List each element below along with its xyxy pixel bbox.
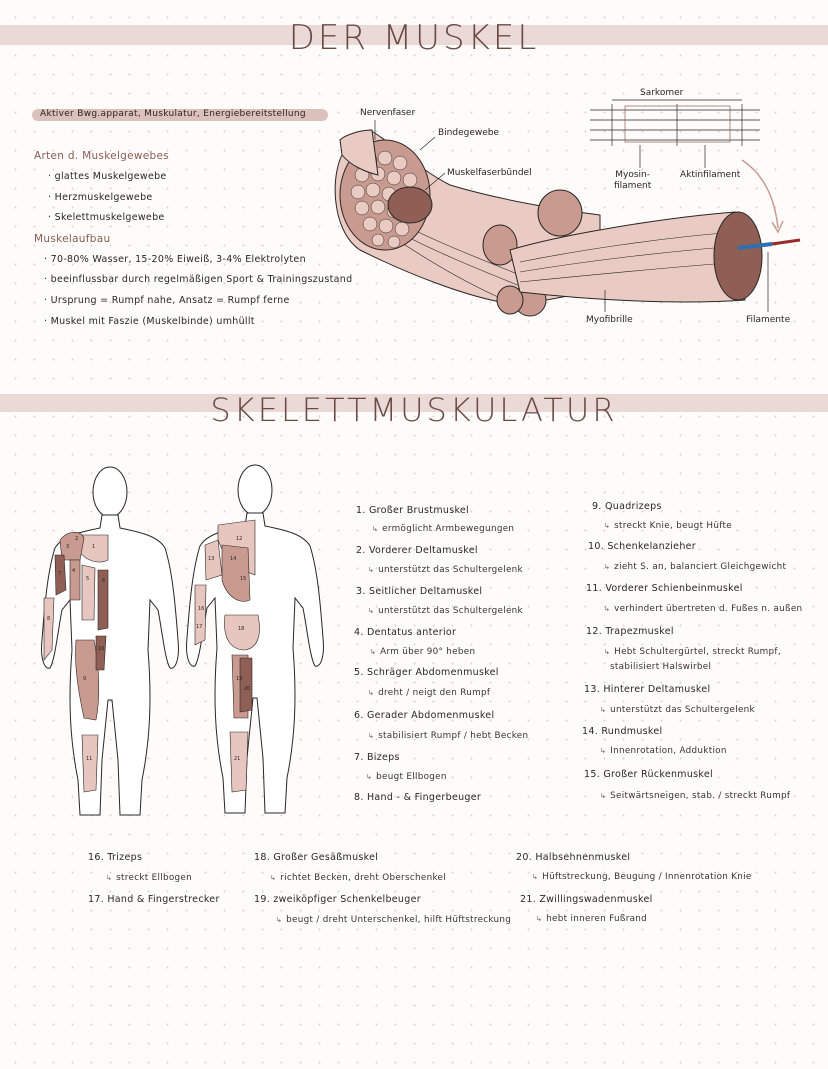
arrow-icon: ↳ <box>276 916 283 924</box>
aufbau-item-text: Muskel mit Faszie (Muskelbinde) umhüllt <box>50 316 255 327</box>
muscle-desc <box>600 790 790 803</box>
muscle-desc <box>600 704 755 717</box>
arrow-icon: ↳ <box>366 773 373 781</box>
label-myosin: Myosin- filament <box>614 170 652 191</box>
muscle-desc-text: beugt Ellbogen <box>376 772 447 782</box>
svg-text:12: 12 <box>236 536 243 542</box>
muscle-desc <box>536 913 647 926</box>
muscle-desc <box>270 872 446 885</box>
muscle-desc-text: Hebt Schultergürtel, streckt Rumpf, <box>614 647 781 657</box>
section-title: SKELETTMUSKULATUR <box>210 391 618 429</box>
muscle-desc-text: unterstützt das Schultergelenk <box>610 705 755 715</box>
muscle-desc-text: verhindert übertreten d. Fußes n. außen <box>614 604 803 614</box>
muscle-desc <box>366 771 447 784</box>
muscle-desc-continued: stabilisiert Halswirbel <box>610 662 712 672</box>
svg-text:17: 17 <box>196 624 203 630</box>
svg-text:6: 6 <box>102 578 106 584</box>
muscle-desc-text: streckt Knie, beugt Hüfte <box>614 521 732 531</box>
subtitle-highlight: Aktiver Bwg.apparat, Muskulatur, Energiebereitstellung <box>40 109 306 119</box>
arrow-icon: ↳ <box>604 648 611 656</box>
label-bindegewebe: Bindegewebe <box>438 128 500 138</box>
svg-text:3: 3 <box>66 544 70 550</box>
muscle-desc <box>604 561 786 574</box>
arrow-icon: ↳ <box>368 689 375 697</box>
svg-text:14: 14 <box>230 556 237 562</box>
page-title: DER MUSKEL <box>288 18 540 58</box>
muscle-name: 4. Dentatus anterior <box>354 627 457 638</box>
arrow-icon: ↳ <box>600 706 607 714</box>
arten-item-text: Skelettmuskelgewebe <box>54 212 165 223</box>
arrow-icon: ↳ <box>270 874 277 882</box>
arten-item: · Skelettmuskelgewebe <box>48 212 165 223</box>
muscle-desc-text: hebt inneren Fußrand <box>546 914 648 924</box>
muscle-desc <box>368 605 523 618</box>
muscle-desc <box>604 520 732 533</box>
muscle-desc <box>532 871 752 884</box>
muscle-desc-text: streckt Ellbogen <box>116 873 192 883</box>
arrow-icon: ↳ <box>604 522 611 530</box>
aufbau-item-text: beeinflussbar durch regelmäßigen Sport & Trainingszustand <box>50 274 353 285</box>
label-aktin: Aktinfilament <box>680 170 741 180</box>
label-nervenfaser: Nervenfaser <box>360 108 416 118</box>
muscle-adductor <box>96 636 106 670</box>
label-muskelfaserbuendel: Muskelfaserbündel <box>447 168 532 178</box>
muscle-name: 13. Hinterer Deltamuskel <box>584 684 711 695</box>
muscle-desc-text: beugt / dreht Unterschenkel, hilft Hüftstreckung <box>286 915 512 925</box>
svg-text:13: 13 <box>208 556 215 562</box>
svg-text:5: 5 <box>86 576 90 582</box>
muscle-desc-text: Innenrotation, Adduktion <box>610 746 727 756</box>
muscle-desc <box>368 730 528 743</box>
muscle-name: 14. Rundmuskel <box>582 726 663 737</box>
muscle-desc-text: zieht S. an, balanciert Gleichgewicht <box>614 562 787 572</box>
arrow-icon: ↳ <box>368 607 375 615</box>
muscle-name: 2. Vorderer Deltamuskel <box>356 545 478 556</box>
muscle-name: 20. Halbsehnenmuskel <box>516 852 631 863</box>
muscle-name: 15. Großer Rückenmuskel <box>584 769 713 780</box>
muscle-desc <box>370 646 475 659</box>
aufbau-item: · Ursprung = Rumpf nahe, Ansatz = Rumpf ferne <box>44 295 290 306</box>
muscle-gastrocnemius <box>230 732 248 792</box>
muscle-desc-text: Hüftstreckung, Beugung / Innenrotation Knie <box>542 872 752 882</box>
muscle-name: 11. Vorderer Schienbeinmuskel <box>586 583 743 594</box>
svg-text:16: 16 <box>198 606 205 612</box>
muscle-desc-text: Arm über 90° heben <box>380 647 476 657</box>
svg-text:18: 18 <box>238 626 245 632</box>
label-myofibrille: Myofibrille <box>586 315 633 325</box>
muscle-desc-text: unterstützt das Schultergelenk <box>378 606 523 616</box>
muscle-desc-text: richtet Becken, dreht Oberschenkel <box>280 873 446 883</box>
muscle-name: 21. Zwillingswadenmuskel <box>520 894 653 905</box>
muscle-desc-text: Seitwärtsneigen, stab. / streckt Rumpf <box>610 791 791 801</box>
arrow-icon: ↳ <box>368 732 375 740</box>
muscle-desc-text: ermöglicht Armbewegungen <box>382 524 515 534</box>
muscle-desc <box>604 603 802 616</box>
muscle-name: 3. Seitlicher Deltamuskel <box>356 586 483 597</box>
label-filamente: Filamente <box>746 315 791 325</box>
aufbau-item: · 70-80% Wasser, 15-20% Eiweiß, 3-4% Elektrolyten <box>44 254 306 265</box>
muscle-name: 10. Schenkelanzieher <box>588 541 696 552</box>
muscle-desc-text: unterstützt das Schultergelenk <box>378 565 523 575</box>
muscle-desc <box>604 646 781 659</box>
aufbau-item-text: Ursprung = Rumpf nahe, Ansatz = Rumpf ferne <box>50 295 290 306</box>
arten-heading: Arten d. Muskelgewebes <box>34 150 170 162</box>
svg-text:9: 9 <box>83 676 87 682</box>
muscle-name: 8. Hand - & Fingerbeuger <box>354 792 482 803</box>
arrow-icon: ↳ <box>368 566 375 574</box>
muscle-name: 6. Gerader Abdomenmuskel <box>354 710 495 721</box>
arrow-icon: ↳ <box>532 873 539 881</box>
svg-text:2: 2 <box>75 536 79 542</box>
muscle-name: 16. Trizeps <box>88 852 143 863</box>
muscle-semitendinosus <box>240 658 252 712</box>
svg-text:8: 8 <box>47 616 51 622</box>
aufbau-item: · Muskel mit Faszie (Muskelbinde) umhüllt <box>44 316 255 327</box>
arrow-icon: ↳ <box>600 792 607 800</box>
muscle-serratus <box>70 560 80 600</box>
muscle-desc <box>106 872 192 885</box>
muscle-desc <box>368 687 490 700</box>
muscle-desc <box>276 914 511 927</box>
muscle-desc-text: stabilisiert Rumpf / hebt Becken <box>378 731 529 741</box>
arrow-icon: ↳ <box>600 747 607 755</box>
arrow-icon: ↳ <box>604 563 611 571</box>
svg-text:11: 11 <box>86 756 93 762</box>
muscle-tibialis <box>82 735 98 792</box>
muscle-name: 17. Hand & Fingerstrecker <box>88 894 220 905</box>
arten-item: · Herzmuskelgewebe <box>48 192 153 203</box>
svg-text:15: 15 <box>240 576 247 582</box>
muscle-name: 9. Quadrizeps <box>592 501 662 512</box>
svg-text:10: 10 <box>98 646 105 652</box>
front-figure <box>42 467 179 815</box>
aufbau-item: · beeinflussbar durch regelmäßigen Sport & Trainingszustand <box>44 274 353 285</box>
arrow-icon: ↳ <box>372 525 379 533</box>
muscle-name: 19. zweiköpfiger Schenkelbeuger <box>254 894 421 905</box>
muscle-desc <box>600 745 727 758</box>
muscle-desc-text: dreht / neigt den Rumpf <box>378 688 491 698</box>
svg-text:19: 19 <box>236 676 243 682</box>
arten-item-text: glattes Muskelgewebe <box>54 171 167 182</box>
svg-text:1: 1 <box>92 544 96 550</box>
muscle-name: 5. Schräger Abdomenmuskel <box>354 667 499 678</box>
muscle-name: 18. Großer Gesäßmuskel <box>254 852 379 863</box>
svg-text:4: 4 <box>72 568 76 574</box>
muscle-name: 1. Großer Brustmuskel <box>356 505 469 516</box>
aufbau-heading: Muskelaufbau <box>34 233 111 245</box>
arrow-icon: ↳ <box>536 915 543 923</box>
arrow-icon: ↳ <box>106 874 113 882</box>
svg-text:20: 20 <box>244 686 251 692</box>
svg-text:21: 21 <box>234 756 241 762</box>
muscle-name: 12. Trapezmuskel <box>586 626 674 637</box>
arten-item-text: Herzmuskelgewebe <box>54 192 153 203</box>
arrow-icon: ↳ <box>604 605 611 613</box>
aufbau-item-text: 70-80% Wasser, 15-20% Eiweiß, 3-4% Elektrolyten <box>50 254 306 265</box>
muscle-triceps <box>195 585 206 645</box>
svg-text:7: 7 <box>58 571 62 577</box>
label-sarkomer: Sarkomer <box>640 88 684 98</box>
arrow-icon: ↳ <box>370 648 377 656</box>
muscle-desc <box>372 523 514 536</box>
muscle-name: 7. Bizeps <box>354 752 400 763</box>
arten-item: · glattes Muskelgewebe <box>48 171 167 182</box>
muscle-oblique <box>82 565 95 620</box>
muscle-desc <box>368 564 523 577</box>
